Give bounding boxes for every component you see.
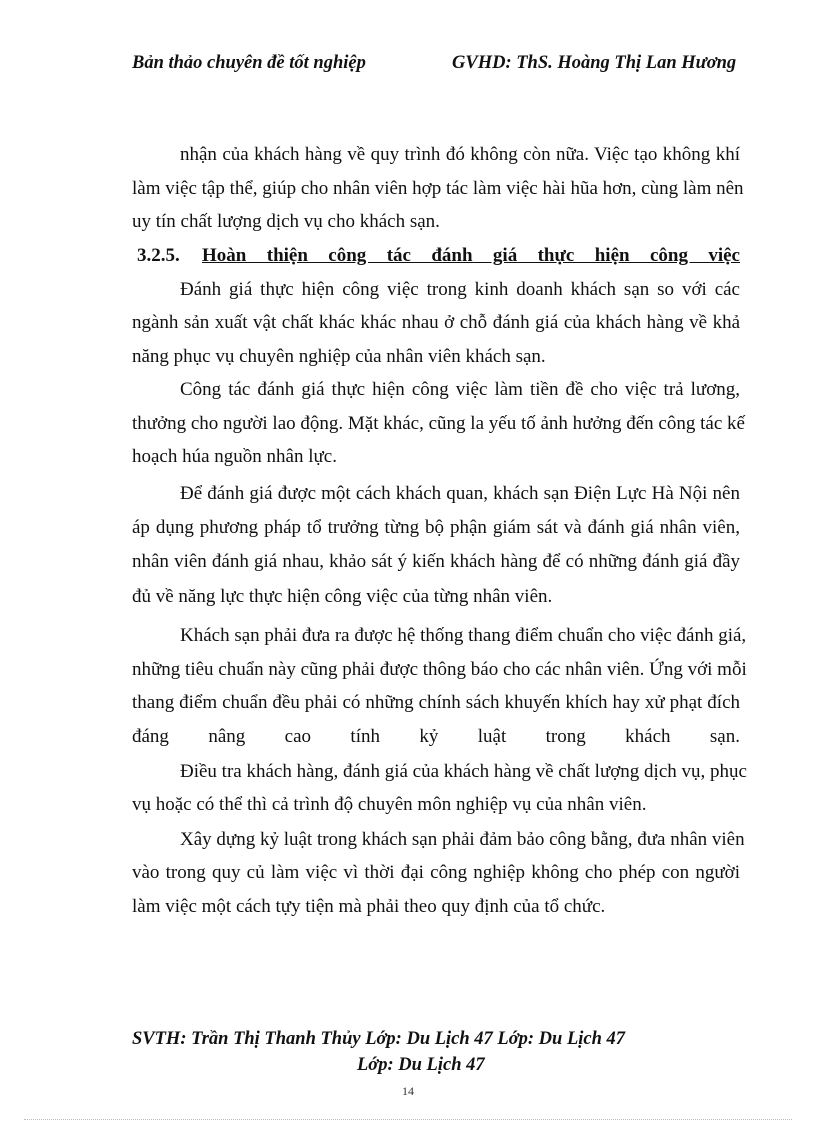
text-line: Đánh giá thực hiện công việc trong kinh doanh khách sạn so với các bbox=[180, 279, 740, 300]
text-line: làm việc tập thể, giúp cho nhân viên hợp tác làm việc hài hũa hơn, cùng làm nên bbox=[132, 178, 744, 199]
page-bottom-divider bbox=[24, 1119, 792, 1120]
text-line: vụ hoặc có thể thì cả trình độ chuyên môn nghiệp vụ của nhân viên. bbox=[132, 794, 647, 815]
text-line: đáng nâng cao tính kỷ luật trong khách sạn. bbox=[132, 726, 740, 747]
text-line: ngành sản xuất vật chất khác khác nhau ở chỗ đánh giá của khách hàng về khả bbox=[132, 312, 740, 333]
text-line: áp dụng phương pháp tổ trưởng từng bộ phận giám sát và đánh giá nhân viên, bbox=[132, 517, 740, 538]
text-line: nhân viên đánh giá nhau, khảo sát ý kiến khách hàng để có những đánh giá đầy bbox=[132, 551, 740, 572]
text-line: Để đánh giá được một cách khách quan, khách sạn Điện Lực Hà Nội nên bbox=[180, 483, 740, 504]
text-line: đủ về năng lực thực hiện công việc của từng nhân viên. bbox=[132, 586, 553, 607]
header-left: Bản thảo chuyên đề tốt nghiệp bbox=[132, 53, 366, 73]
section-number: 3.2.5. bbox=[137, 245, 180, 266]
section-title: Hoàn thiện công tác đánh giá thực hiện công việc bbox=[202, 245, 740, 266]
page-number: 14 bbox=[402, 1084, 414, 1098]
text-line: những tiêu chuẩn này cũng phải được thông báo cho các nhân viên. Ứng với mỗi bbox=[132, 659, 747, 680]
text-line: uy tín chất lượng dịch vụ cho khách sạn. bbox=[132, 211, 440, 232]
text-line: Khách sạn phải đưa ra được hệ thống thang điểm chuẩn cho việc đánh giá, bbox=[180, 625, 747, 646]
text-line: năng phục vụ chuyên nghiệp của nhân viên khách sạn. bbox=[132, 346, 546, 367]
text-line: hoạch húa nguồn nhân lực. bbox=[132, 446, 337, 467]
footer-line-2: Lớp: Du Lịch 47 bbox=[357, 1055, 485, 1075]
footer-line-1: SVTH: Trần Thị Thanh Thủy Lớp: Du Lịch 47 Lớp: Du Lịch 47 bbox=[132, 1029, 626, 1049]
text-line: Xây dựng kỷ luật trong khách sạn phải đảm bảo công bằng, đưa nhân viên bbox=[180, 829, 745, 850]
text-line: nhận của khách hàng về quy trình đó không còn nữa. Việc tạo không khí bbox=[180, 144, 740, 165]
text-line: vào trong quy củ làm việc vì thời đại công nghiệp không cho phép con người bbox=[132, 862, 740, 883]
text-line: thưởng cho người lao động. Mặt khác, cũng la yếu tố ảnh hưởng đến công tác kế bbox=[132, 413, 745, 434]
text-line: làm việc một cách tựy tiện mà phải theo quy định của tổ chức. bbox=[132, 896, 606, 917]
text-line: Điều tra khách hàng, đánh giá của khách hàng về chất lượng dịch vụ, phục bbox=[180, 761, 747, 782]
text-line: thang điểm chuẩn đều phải có những chính sách khuyến khích hay xử phạt đích bbox=[132, 692, 740, 713]
header-right: GVHD: ThS. Hoàng Thị Lan Hương bbox=[452, 53, 737, 73]
text-line: Công tác đánh giá thực hiện công việc làm tiền đề cho việc trả lương, bbox=[180, 379, 740, 400]
